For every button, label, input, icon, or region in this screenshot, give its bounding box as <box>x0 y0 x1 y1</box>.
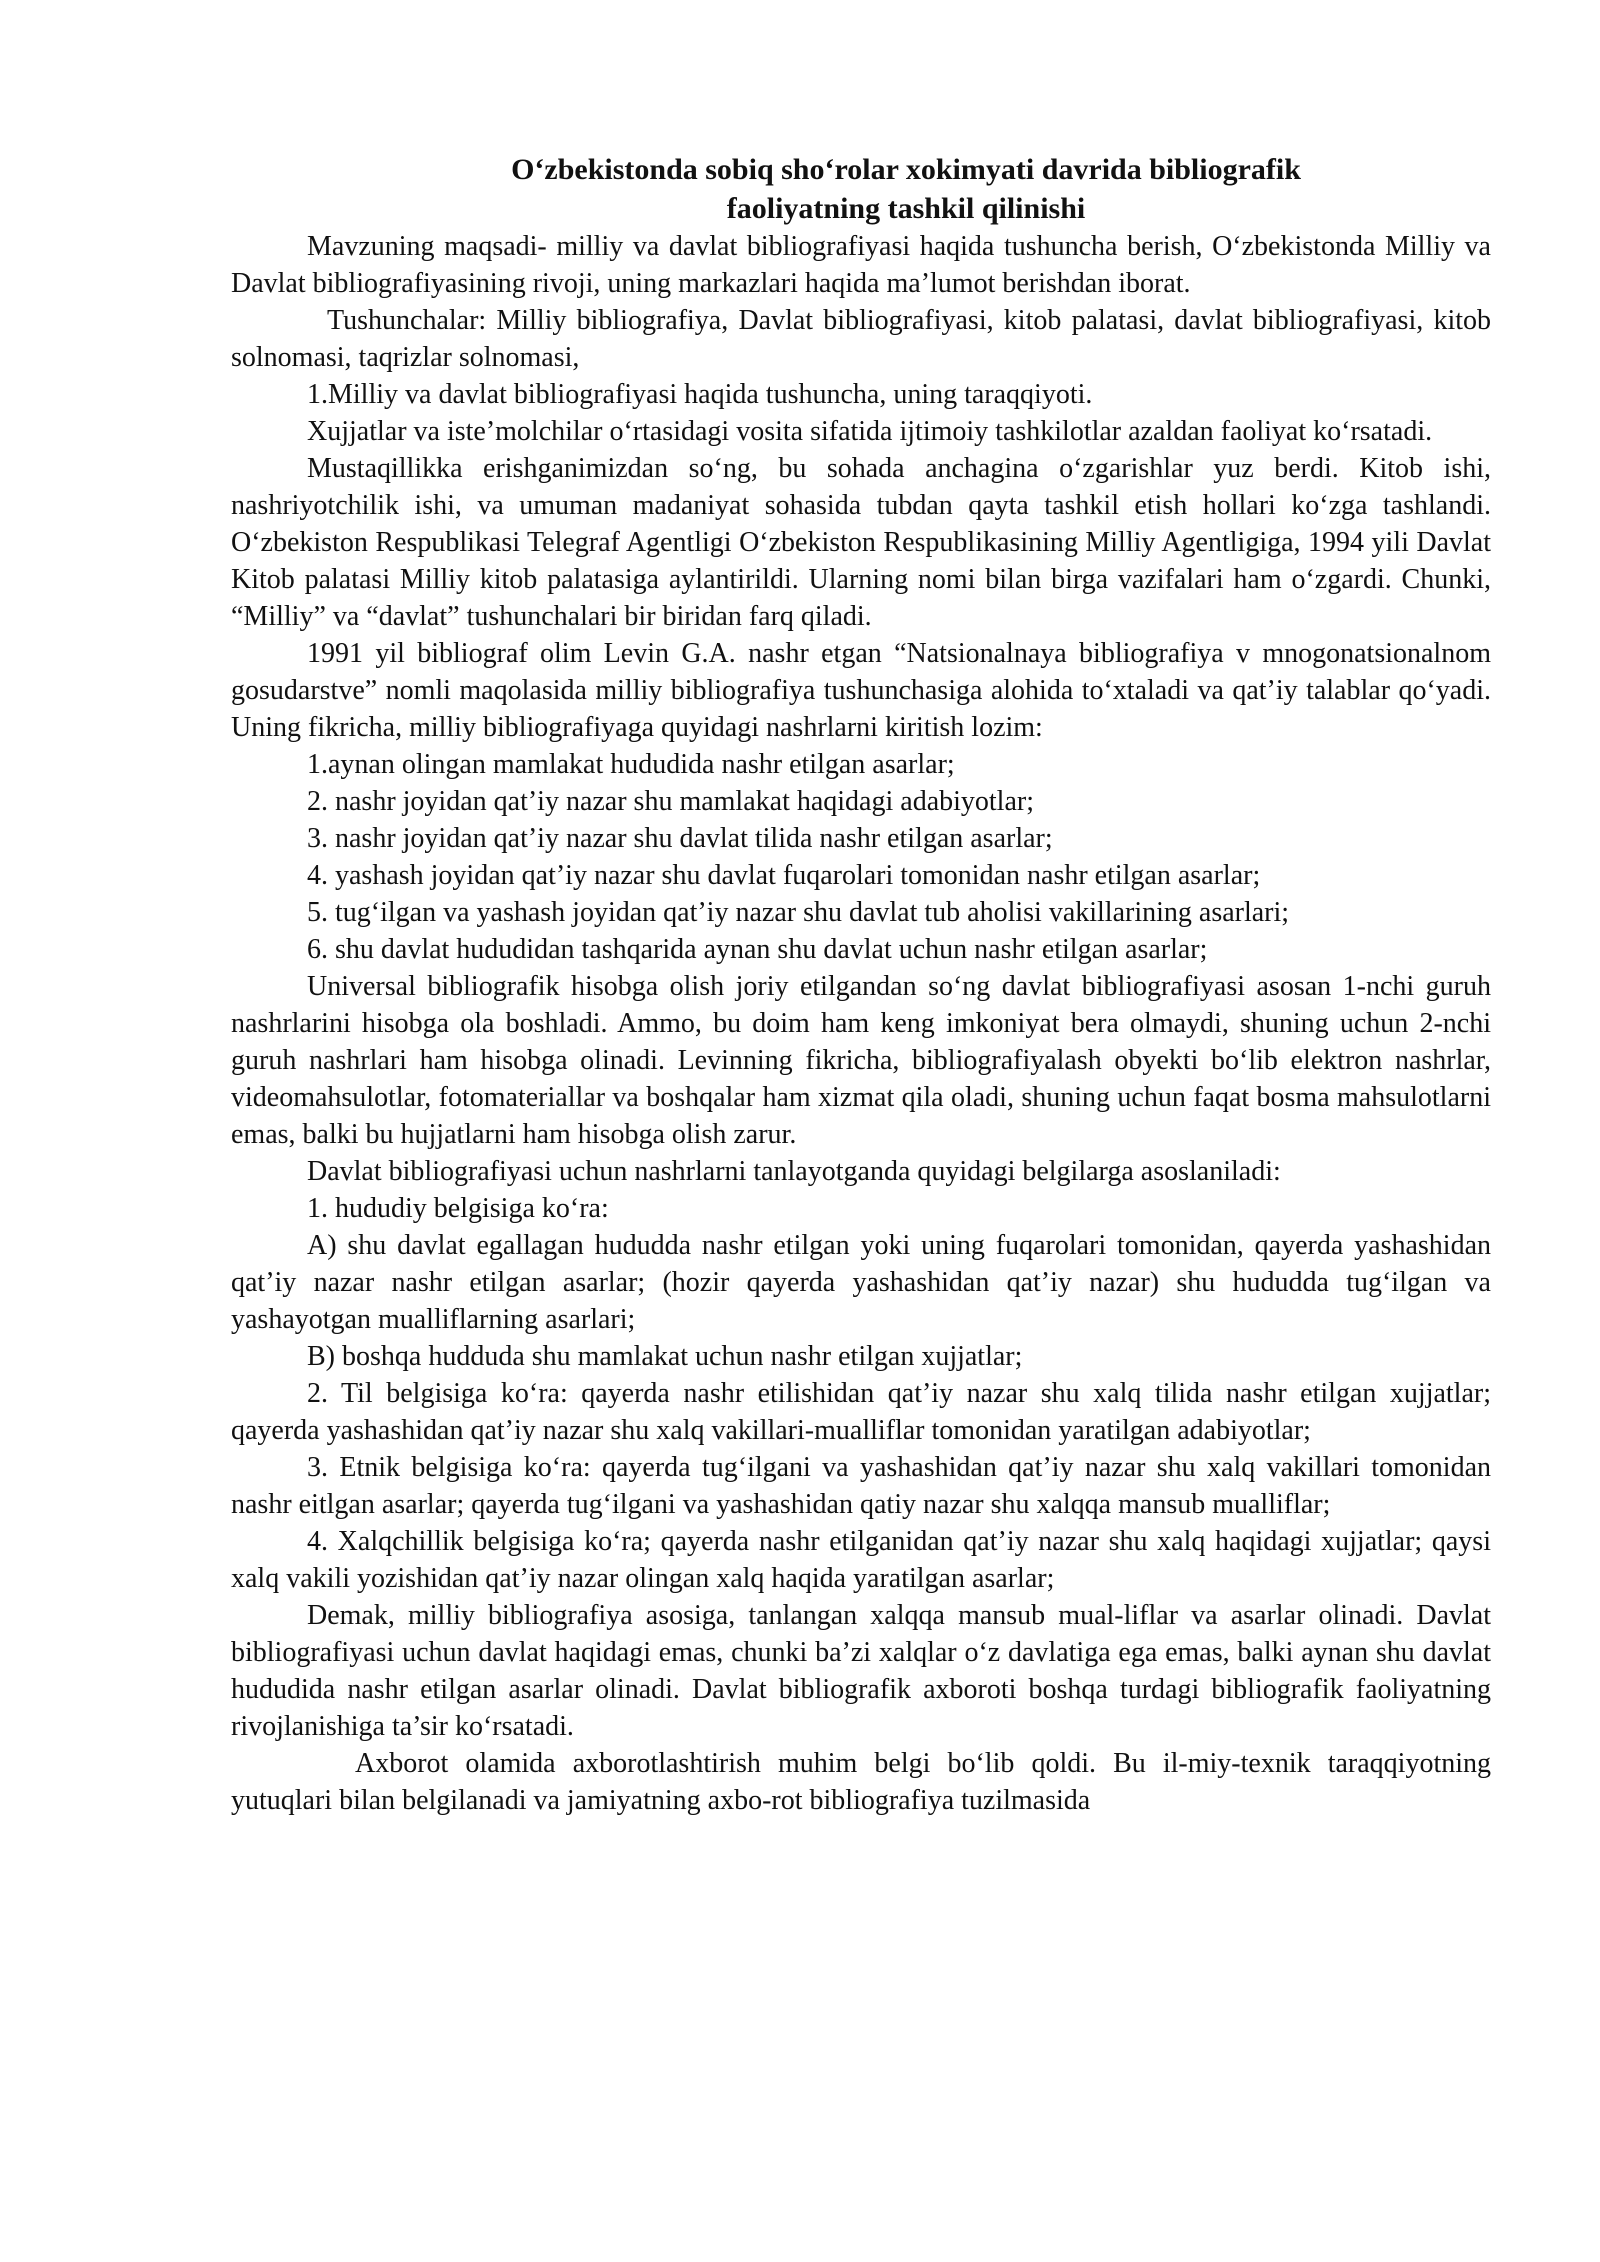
paragraph: 4. Xalqchillik belgisiga ko‘ra; qayerda nashr etilganidan qat’iy nazar shu xalq haqidagi xujjatlar; qaysi xalq vakili yozishidan qat’iy nazar olingan xalq haqida yaratilgan asarlar; <box>231 1526 1491 1594</box>
list-item: 1. hududiy belgisiga ko‘ra: <box>307 1193 609 1224</box>
list-item: 6. shu davlat hududidan tashqarida aynan shu davlat uchun nashr etilgan asarlar; <box>307 934 1208 965</box>
paragraph: Axborot olamida axborotlashtirish muhim belgi bo‘lib qoldi. Bu il-miy-texnik taraqqiyotning yutuqlari bilan belgilanadi va jamiyatning axbo-rot bibliografiya tuzilmasida <box>231 1748 1491 1816</box>
paragraph: Xujjatlar va iste’molchilar o‘rtasidagi vosita sifatida ijtimoiy tashkilotlar azaldan faoliyat ko‘rsatadi. <box>307 416 1433 447</box>
paragraph: A) shu davlat egallagan hududda nashr etilgan yoki uning fuqarolari tomonidan, qayerda yashashidan qat’iy nazar nashr etilgan asarlar; (hozir qayerda yashashidan qat’iy nazar) shu hududda tug‘ilgan va yashayotgan mualliflarning asarlari; <box>231 1230 1491 1335</box>
paragraph: 3. Etnik belgisiga ko‘ra: qayerda tug‘ilgani va yashashidan qat’iy nazar shu xalq vakillari tomonidan nashr eitlgan asarlar; qayerda tug‘ilgani va yashashidan qatiy nazar shu xalqqa mansub mualliflar; <box>231 1452 1491 1520</box>
paragraph: 2. Til belgisiga ko‘ra: qayerda nashr etilishidan qat’iy nazar shu xalq tilida nashr etilgan xujjatlar; qayerda yashashidan qat’iy nazar shu xalq vakillari-mualliflar tomonidan yaratilgan adabiyotlar; <box>231 1378 1491 1446</box>
list-item: 1.aynan olingan mamlakat hududida nashr etilgan asarlar; <box>307 749 955 780</box>
title-line-2: faoliyatning tashkil qilinishi <box>726 192 1086 225</box>
list-item: 4. yashash joyidan qat’iy nazar shu davlat fuqarolari tomonidan nashr etilgan asarlar; <box>307 860 1261 891</box>
list-item: 5. tug‘ilgan va yashash joyidan qat’iy nazar shu davlat tub aholisi vakillarining asarlari; <box>307 897 1290 928</box>
list-item: 2. nashr joyidan qat’iy nazar shu mamlakat haqidagi adabiyotlar; <box>307 786 1034 817</box>
section-heading-1: 1.Milliy va davlat bibliografiyasi haqida tushuncha, uning taraqqiyoti. <box>307 379 1093 410</box>
title-line-1: O‘zbekistonda sobiq sho‘rolar xokimyati davrida bibliografik <box>511 153 1301 186</box>
paragraph: 1991 yil bibliograf olim Levin G.A. nashr etgan “Natsionalnaya bibliografiya v mnogonatsionalnom gosudarstve” nomli maqolasida milliy bibliografiya tushunchasiga alohida to‘xtaladi va qat’iy talablar qo‘yadi. Uning fikricha, milliy bibliografiyaga quyidagi nashrlarni kiritish lozim: <box>231 638 1491 743</box>
document-title <box>231 150 1491 228</box>
list-item: B) boshqa hudduda shu mamlakat uchun nashr etilgan xujjatlar; <box>307 1341 1023 1372</box>
paragraph-concepts: Tushunchalar: Milliy bibliografiya, Davlat bibliografiyasi, kitob palatasi, davlat bibliografiyasi, kitob solnomasi, taqrizlar solnomasi, <box>231 305 1491 373</box>
list-item: 3. nashr joyidan qat’iy nazar shu davlat tilida nashr etilgan asarlar; <box>307 823 1053 854</box>
paragraph: Davlat bibliografiyasi uchun nashrlarni tanlayotganda quyidagi belgilarga asoslaniladi: <box>307 1156 1281 1187</box>
paragraph-goal: Mavzuning maqsadi- milliy va davlat bibliografiyasi haqida tushuncha berish, O‘zbekistonda Milliy va Davlat bibliografiyasining rivoji, uning markazlari haqida ma’lumot berishdan iborat. <box>231 231 1491 299</box>
paragraph: Mustaqillikka erishganimizdan so‘ng, bu sohada anchagina o‘zgarishlar yuz berdi. Kitob ishi, nashriyotchilik ishi, va umuman madaniyat sohasida tubdan qayta tashkil etish hollari ko‘zga tashlandi. O‘zbekiston Respublikasi Telegraf Agentligi O‘zbekiston Respublikasining Milliy Agentligiga, 1994 yili Davlat Kitob palatasi Milliy kitob palatasiga aylantirildi. Ularning nomi bilan birga vazifalari ham o‘zgardi. Chunki, “Milliy” va “davlat” tushunchalari bir biridan farq qiladi. <box>231 453 1491 632</box>
paragraph: Demak, milliy bibliografiya asosiga, tanlangan xalqqa mansub mual-liflar va asarlar olinadi. Davlat bibliografiyasi uchun davlat haqidagi emas, chunki ba’zi xalqlar o‘z davlatiga ega emas, balki aynan shu davlat hududida nashr etilgan asarlar olinadi. Davlat bibliografik axboroti boshqa turdagi bibliografik faoliyatning rivojlanishiga ta’sir ko‘rsatadi. <box>231 1600 1491 1742</box>
document-page <box>231 150 1491 1819</box>
paragraph: Universal bibliografik hisobga olish joriy etilgandan so‘ng davlat bibliografiyasi asosan 1-nchi guruh nashrlarini hisobga ola boshladi. Ammo, bu doim ham keng imkoniyat bera olmaydi, shuning uchun 2-nchi guruh nashrlari ham hisobga olinadi. Levinning fikricha, bibliografiyalash obyekti bo‘lib elektron nashrlar, videomahsulotlar, fotomateriallar va boshqalar ham xizmat qila oladi, shuning uchun faqat bosma mahsulotlarni emas, balki bu hujjatlarni ham hisobga olish zarur. <box>231 971 1491 1150</box>
